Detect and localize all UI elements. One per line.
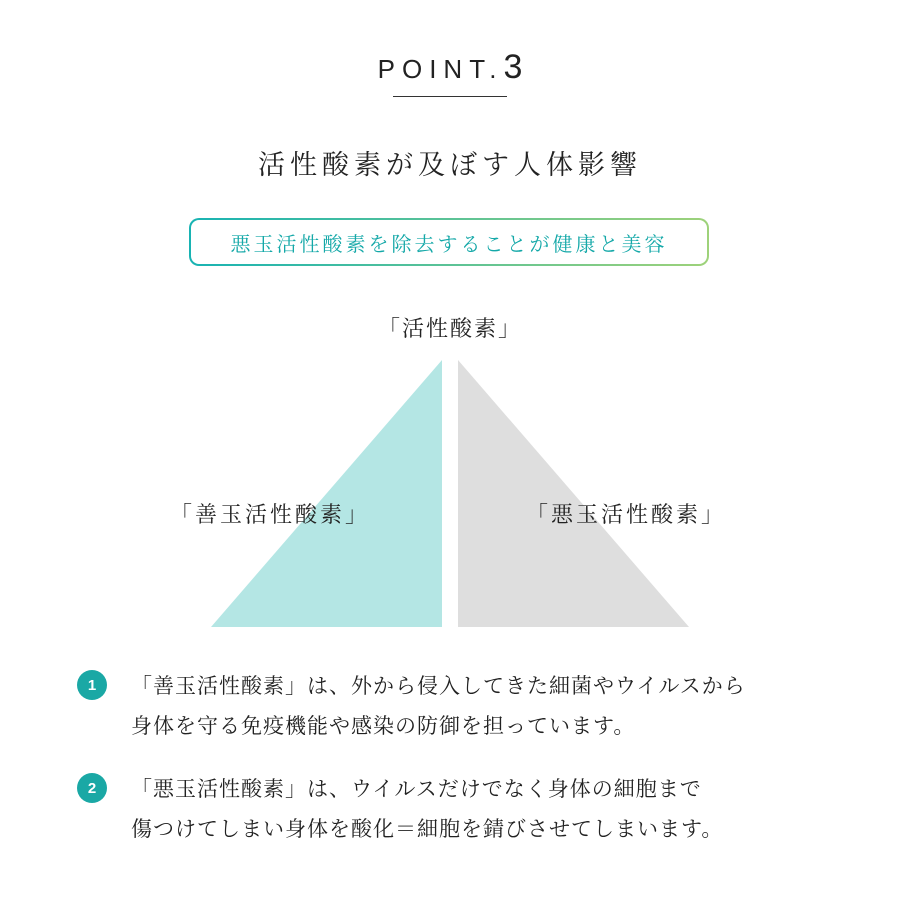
- bad-oxygen-triangle: [458, 360, 689, 627]
- good-oxygen-label: 「善玉活性酸素」: [169, 503, 371, 528]
- number-badge-1: 1: [77, 670, 107, 700]
- active-oxygen-label: 「活性酸素」: [377, 317, 523, 342]
- point-2-line-1: 「悪玉活性酸素」は、ウイルスだけでなく身体の細胞まで: [131, 777, 702, 801]
- point-number: 3: [503, 48, 523, 86]
- point-item-1: [77, 666, 837, 746]
- bad-oxygen-label: 「悪玉活性酸素」: [525, 503, 727, 528]
- good-oxygen-triangle: [211, 360, 442, 627]
- highlight-text: 悪玉活性酸素を除去することが健康と美容: [191, 220, 707, 264]
- point-1-line-2: 身体を守る免疫機能や感染の防御を担っています。: [131, 714, 636, 738]
- point-2-line-2: 傷つけてしまい身体を酸化＝細胞を錆びさせてしまいます。: [131, 817, 724, 841]
- point-text-1: [131, 666, 746, 746]
- number-badge-2: 2: [77, 773, 107, 803]
- point-1-line-1: 「善玉活性酸素」は、外から侵入してきた細菌やウイルスから: [131, 674, 746, 698]
- point-text-2: [131, 769, 723, 849]
- point-label: POINT.: [377, 54, 504, 84]
- point-item-2: [77, 769, 837, 849]
- section-heading: 活性酸素が及ぼす人体影響: [258, 150, 642, 181]
